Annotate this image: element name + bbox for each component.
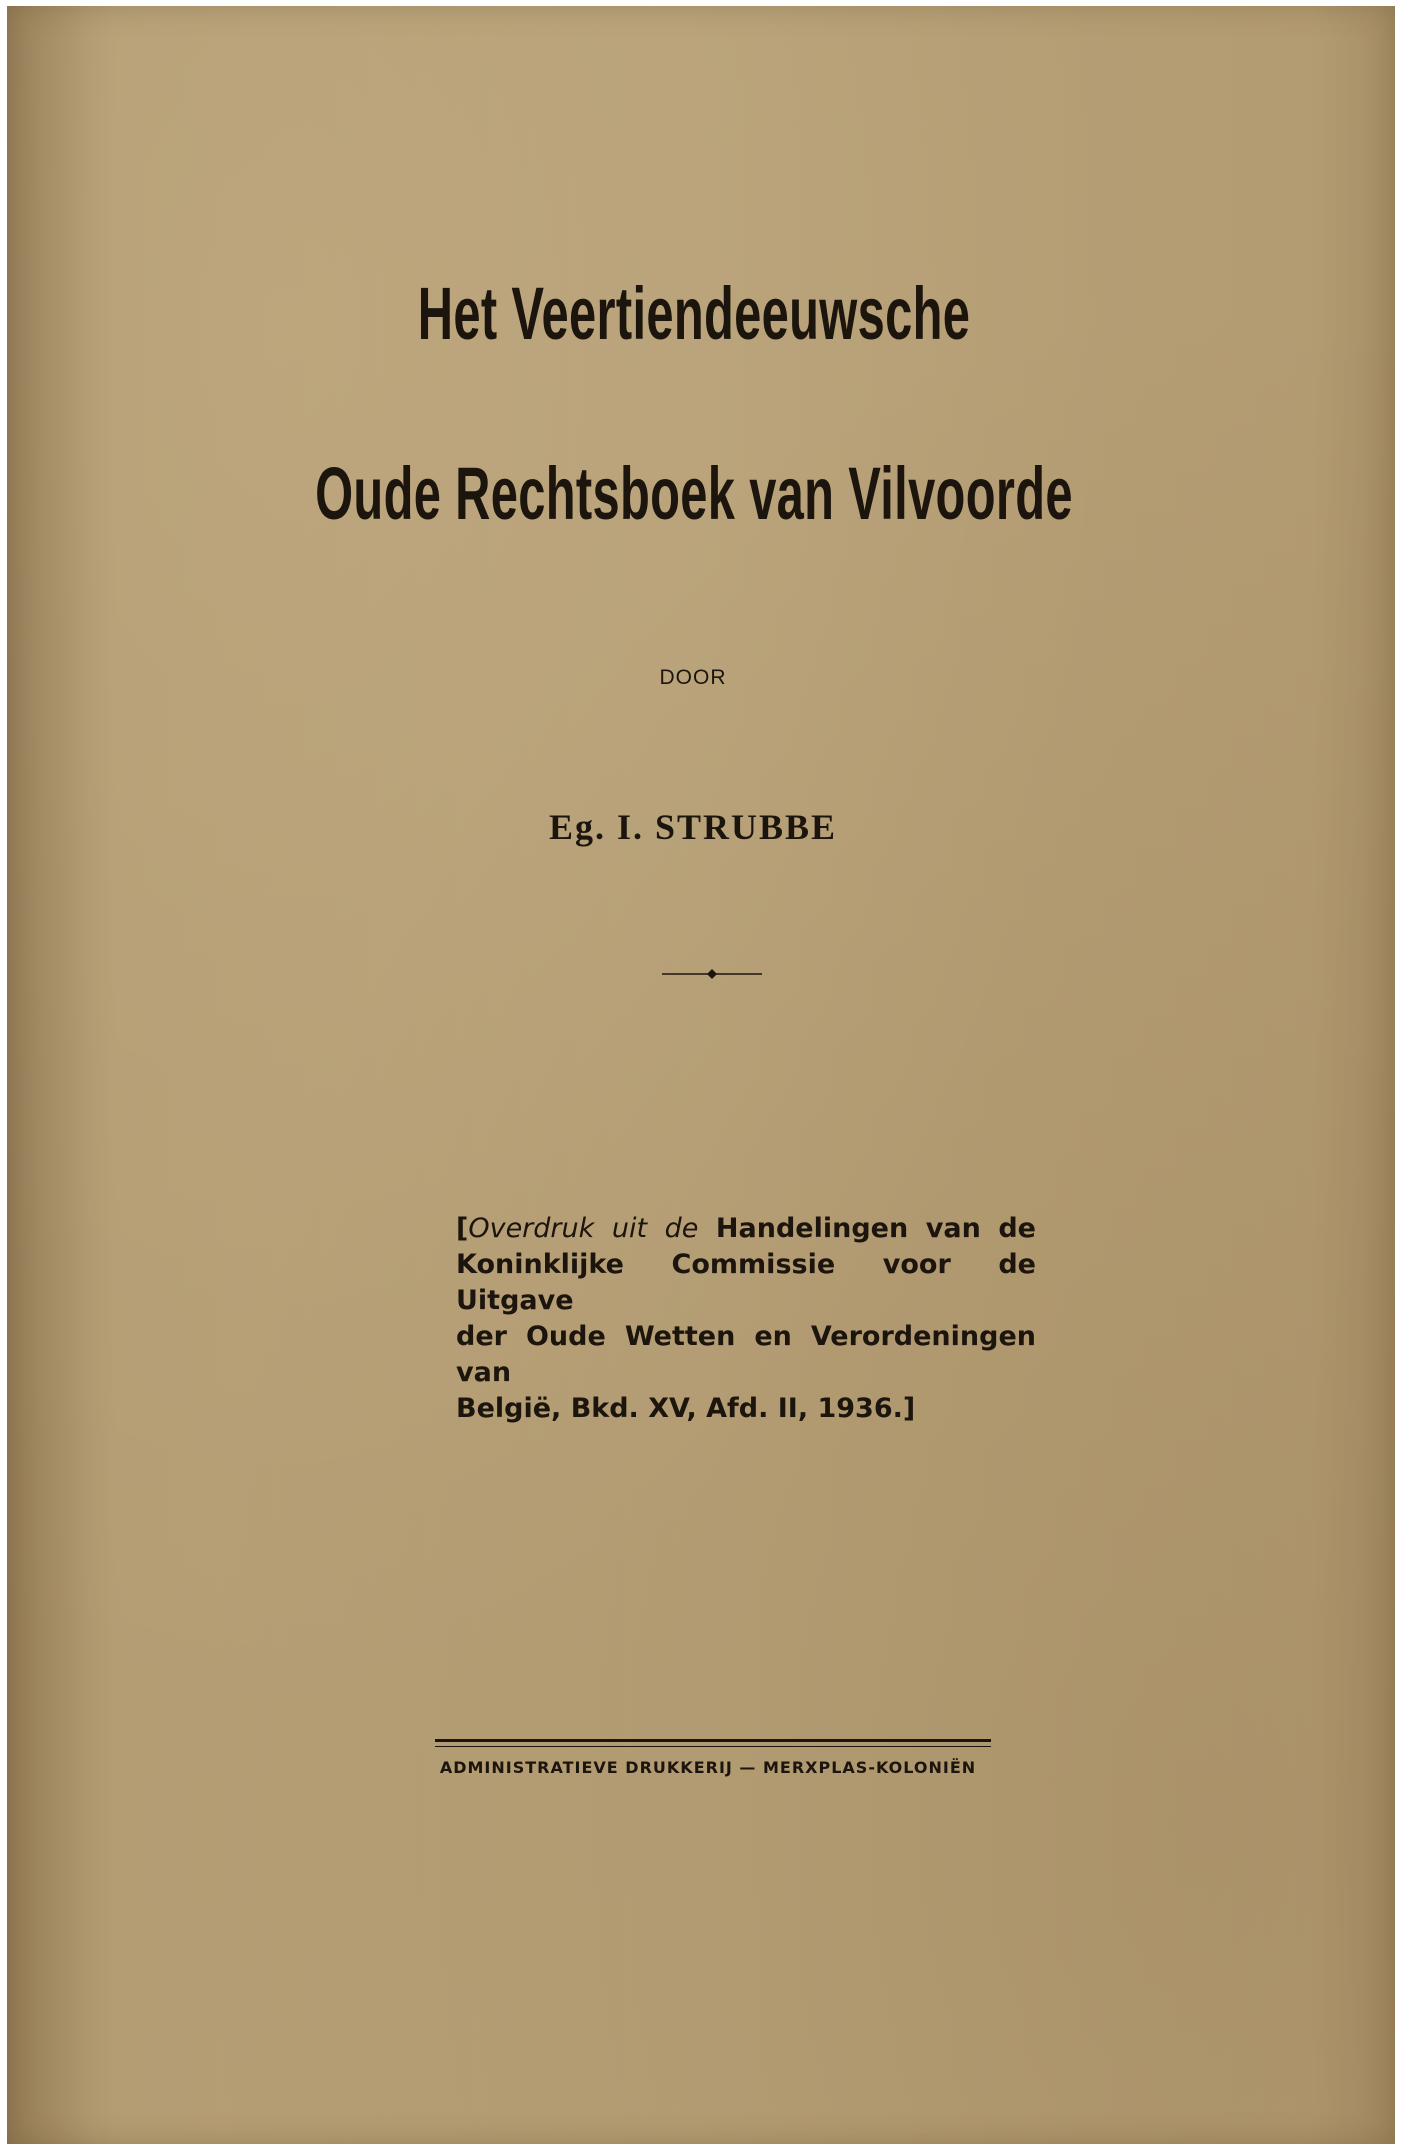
reprint-de: de: [664, 1213, 699, 1244]
reprint-uit: uit: [611, 1213, 648, 1244]
printer-imprint: ADMINISTRATIEVE DRUKKERIJ — MERXPLAS-KOLONIËN: [439, 1758, 977, 1777]
rule-thin: [435, 1746, 991, 1747]
title-line-2: Oude Rechtsboek van Vilvoorde: [315, 452, 1073, 535]
reprint-line-1-rest: Handelingen van de: [715, 1213, 1036, 1244]
reprint-overdruk: Overdruk: [468, 1213, 595, 1244]
open-bracket: [: [456, 1213, 469, 1244]
rule-thick: [435, 1739, 991, 1742]
diamond-rule-ornament-icon: [662, 966, 762, 982]
reprint-line-3: der Oude Wetten en Verordeningen van: [456, 1321, 1036, 1388]
reprint-note: [456, 1211, 1036, 1427]
title-line-1: Het Veertiendeeuwsche: [417, 272, 971, 355]
reprint-line-1: [456, 1211, 1036, 1247]
book-cover: [7, 6, 1395, 2144]
author-name: Eg. I. STRUBBE: [548, 807, 838, 847]
byline-label: DOOR: [659, 666, 727, 689]
reprint-line-2: Koninklijke Commissie voor de Uitgave: [456, 1249, 1036, 1316]
reprint-line-4: België, Bkd. XV, Afd. II, 1936.]: [456, 1393, 916, 1424]
spine-shadow: [7, 6, 117, 2144]
double-rule: [435, 1739, 991, 1747]
